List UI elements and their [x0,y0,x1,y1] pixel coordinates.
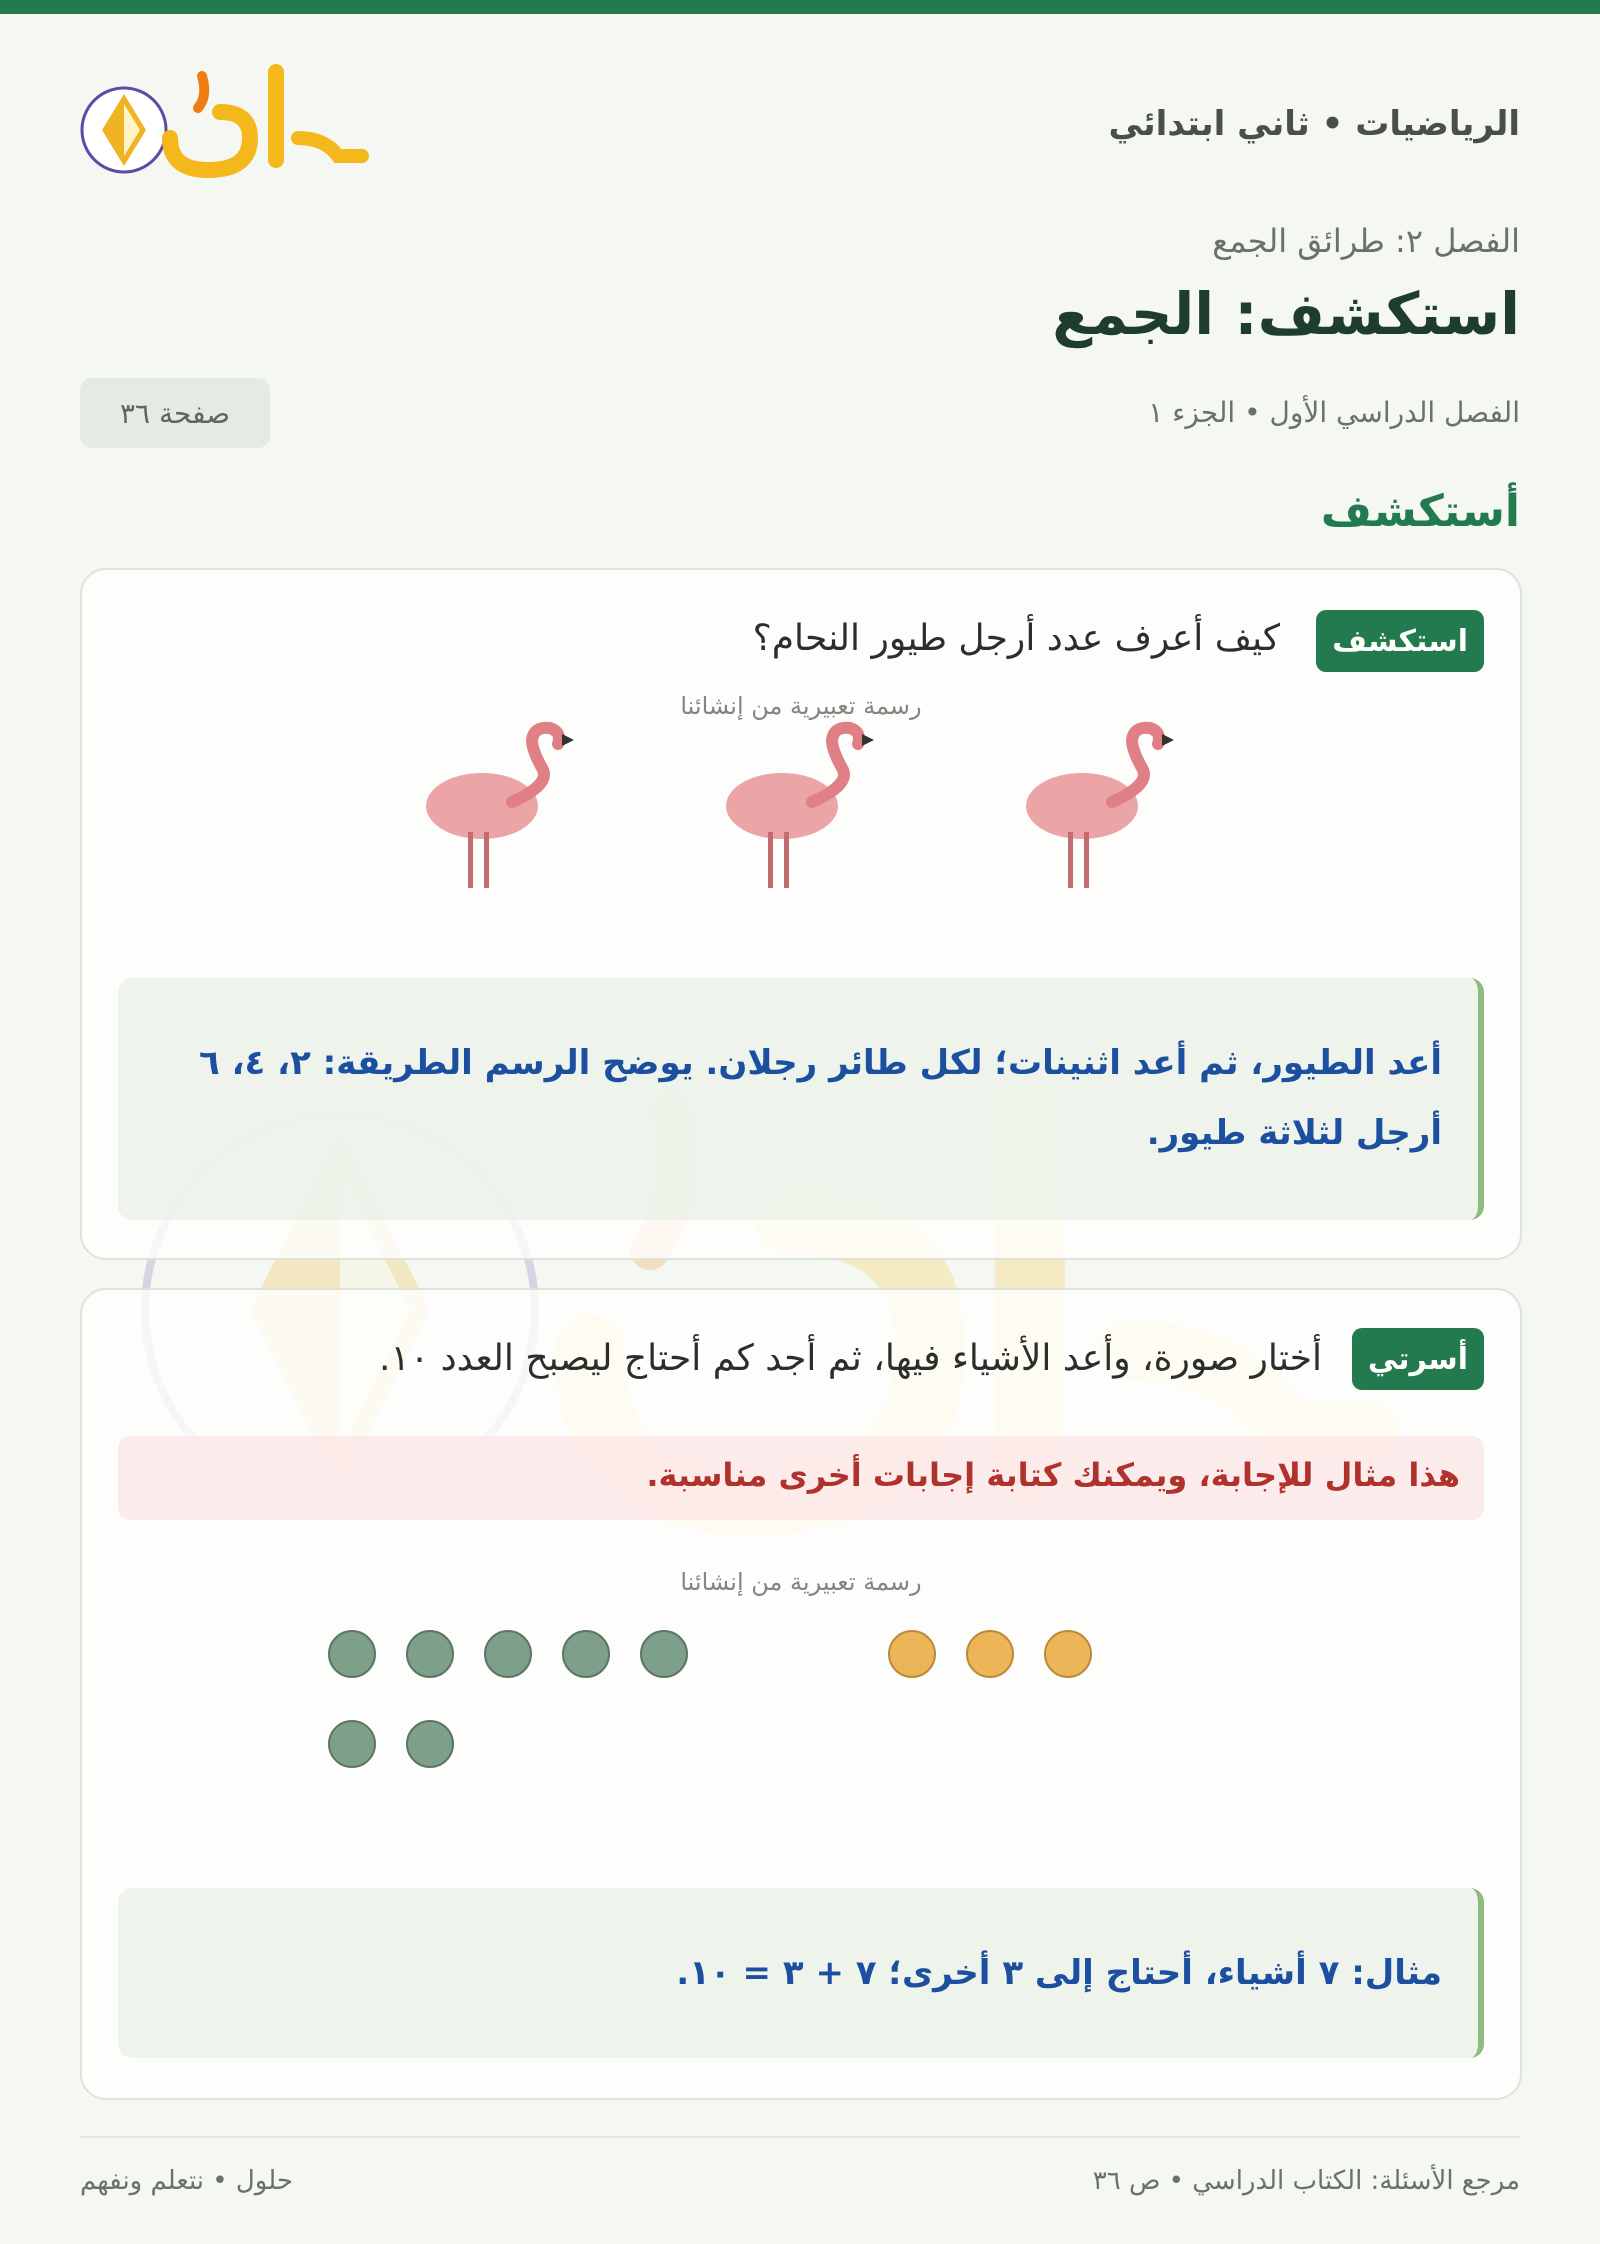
page-title: استكشف: الجمع [1052,280,1520,348]
explore-answer-text [154,1028,1442,1168]
orange-counter [1044,1630,1092,1678]
footer-reference: مرجع الأسئلة: الكتاب الدراسي • ص ٣٦ [1092,2166,1520,2196]
subject-label: الرياضيات • ثاني ابتدائي [1108,104,1520,144]
green-counter [640,1630,688,1678]
footer-brand: حلول • نتعلم ونفهم [80,2166,293,2196]
family-question: أختار صورة، وأعد الأشياء فيها، ثم أجد كم أحتاج ليصبح العدد ١٠. [379,1338,1322,1379]
green-counter [484,1630,532,1678]
family-card [80,1288,1522,2100]
flamingos-illustration [382,720,1282,890]
explore-tag: استكشف [1316,610,1484,672]
family-answer-text: مثال: ٧ أشياء، أحتاج إلى ٣ أخرى؛ ٧ + ٣ = ١٠. [676,1953,1442,1993]
explore-card [80,568,1522,1260]
green-counter [562,1630,610,1678]
illustration-caption: رسمة تعبيرية من إنشائنا [680,692,922,720]
top-accent-bar [0,0,1600,14]
footer-divider [80,2136,1520,2138]
orange-counter [888,1630,936,1678]
chapter-label: الفصل ٢: طرائق الجمع [1212,222,1520,260]
green-counter [328,1630,376,1678]
family-tag: أسرتي [1352,1328,1484,1390]
flamingo [726,728,874,888]
green-counter [328,1720,376,1768]
hlool-logo[interactable] [80,60,370,190]
example-note-text: هذا مثال للإجابة، ويمكنك كتابة إجابات أخرى مناسبة. [646,1456,1460,1494]
green-counter [406,1720,454,1768]
explore-answer-line-1: أعد الطيور، ثم أعد اثنينات؛ لكل طائر رجلان. يوضح الرسم الطريقة: ٢، ٤، ٦ [199,1043,1442,1083]
page-number-badge: صفحة ٣٦ [80,378,270,448]
explore-answer-line-2: أرجل لثلاثة طيور. [1146,1113,1442,1153]
explore-answer-box [118,978,1484,1220]
term-label: الفصل الدراسي الأول • الجزء ١ [1148,396,1520,429]
green-counter [406,1630,454,1678]
counters-group [82,1630,1520,1770]
orange-counter [966,1630,1014,1678]
family-answer-box [118,1888,1484,2058]
illustration-caption: رسمة تعبيرية من إنشائنا [680,1568,922,1596]
example-note-box [118,1436,1484,1520]
section-heading: أستكشف [1320,486,1520,537]
flamingo [1026,728,1174,888]
explore-question: كيف أعرف عدد أرجل طيور النحام؟ [752,618,1280,659]
page-header [80,60,1520,190]
flamingo [426,728,574,888]
